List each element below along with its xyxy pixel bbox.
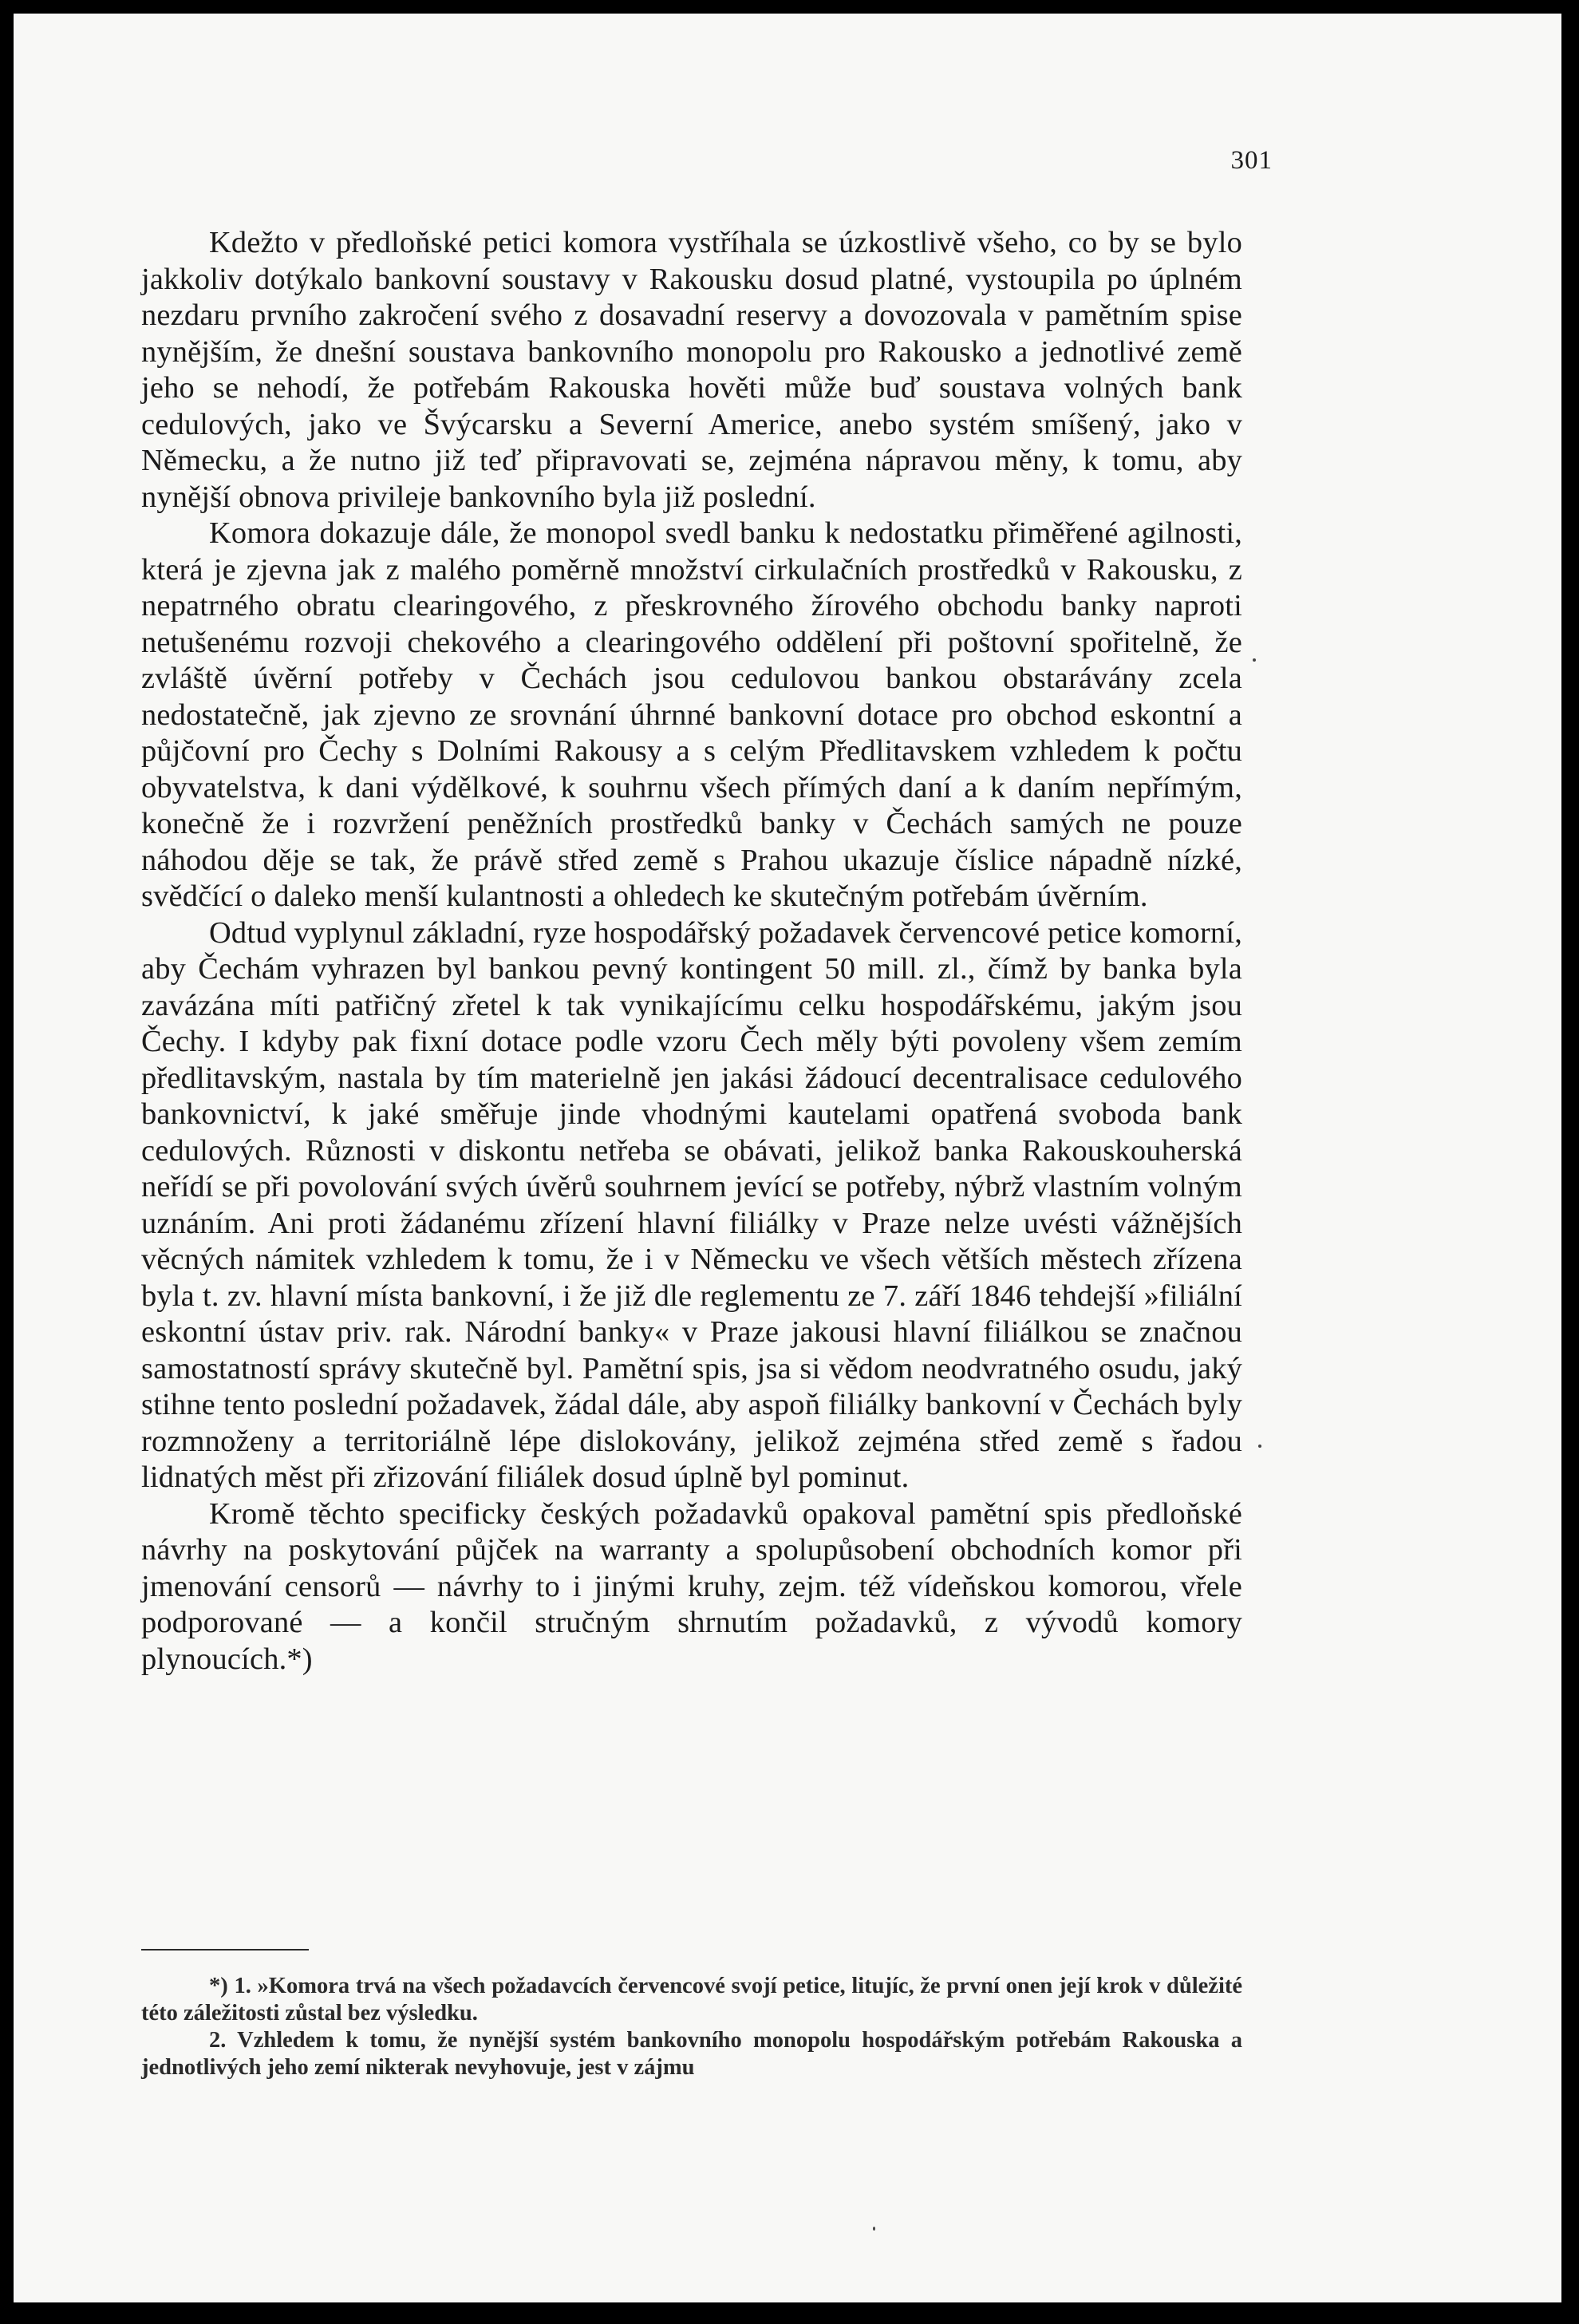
footnote-divider xyxy=(141,1949,309,1951)
footnote-1: *) 1. »Komora trvá na všech požadavcích červencové svojí petice, litujíc, že první onen její krok v důležité této záležitosti zůstal bez výsledku. xyxy=(141,1974,1242,2026)
paragraph-4: Kromě těchto specificky českých požadavků opakoval pamětní spis předloňské návrhy na poskytování půjček na warranty a spolupůsobení obchodních komor při jmenování censorů — návrhy to i jinými kruhy, zejm. též vídeňskou komorou, vřele podporované — a končil stručným shrnutím požadavků, z vývodů komory plynoucích.*) xyxy=(141,1496,1242,1676)
scan-speck xyxy=(873,2227,875,2231)
scanned-page xyxy=(14,14,1561,2302)
paragraph-3: Odtud vyplynul základní, ryze hospodářský požadavek červencové petice komorní, aby Čechám vyhrazen byl bankou pevný kontingent 50 mill. zl., čímž by banka byla zavázána míti patřičný zřetel k tak vynikajícímu celku hospodářskému, jakým jsou Čechy. I kdyby pak fixní dotace podle vzoru Čech měly býti povoleny všem zemím předlitavským, nastala by tím materielně jen jakási žádoucí decentralisace cedulového bankovnictví, k jaké směřuje jinde vhodnými kautelami opatřená svoboda bank cedulových. Různosti v diskontu netřeba se obávati, jelikož banka Rakouskouherská neřídí se při povolování svých úvěrů souhrnem jevící se potřeby, nýbrž vlastním volným uznáním. Ani proti žádanému zřízení hlavní filiálky v Praze nelze uvésti vážnějších věcných námitek vzhledem k tomu, že i v Německu ve všech větších městech zřízena byla t. zv. hlavní místa bankovní, i že již dle reglementu ze 7. září 1846 tehdejší »filiální eskontní ústav priv. rak. Národní banky« v Praze jakousi hlavní filiálkou se značnou samostatností správy skutečně byl. Pamětní spis, jsa si vědom neodvratného osudu, jaký stihne tento poslední požadavek, žádal dále, aby aspoň filiálky bankovní v Čechách byly rozmnoženy a territoriálně lépe dislokovány, jelikož zejména střed země s řadou lidnatých měst při zřizování filiálek dosud úplně byl pominut. xyxy=(141,915,1242,1494)
scan-speck xyxy=(1258,1445,1261,1448)
paragraph-1: Kdežto v předloňské petici komora vystříhala se úzkostlivě všeho, co by se bylo jakkoliv dotýkalo bankovní soustavy v Rakousku dosud platné, vystoupila po úplném nezdaru prvního zakročení svého z dosavadní reservy a dovozovala v pamětním spise nynějším, že dnešní soustava bankovního monopolu pro Rakousko a jednotlivé země jeho se nehodí, že potřebám Rakouska hověti může buď soustava volných bank cedulových, jako ve Švýcarsku a Severní Americe, anebo systém smíšený, jako v Německu, a že nutno již teď připravovati se, zejména nápravou měny, k tomu, aby nynější obnova privileje bankovního byla již poslední. xyxy=(141,226,1242,514)
footnote-2: 2. Vzhledem k tomu, že nynější systém bankovního monopolu hospodářským potřebám Rakouska a jednotlivých jeho zemí nikterak nevyhovuje, jest v zájmu xyxy=(141,2028,1242,2080)
paragraph-2: Komora dokazuje dále, že monopol svedl banku k nedostatku přiměřené agilnosti, která je zjevna jak z malého poměrně množství cirkulačních prostředků v Rakousku, z nepatrného obratu clearingového, z přeskrovného žírového obchodu banky naproti netušenému rozvoji chekového a clearingového oddělení při poštovní spořitelně, že zvláště úvěrní potřeby v Čechách jsou cedulovou bankou obstarávány zcela nedostatečně, jak zjevno ze srovnání úhrnné bankovní dotace pro obchod eskontní a půjčovní pro Čechy s Dolními Rakousy a s celým Předlitavskem vzhledem k počtu obyvatelstva, k dani výdělkové, k souhrnu všech přímých daní a k daním nepřímým, konečně že i rozvržení peněžních prostředků banky v Čechách samých ne pouze náhodou děje se tak, že právě střed země s Prahou ukazuje číslice nápadně nízké, svědčící o daleko menší kulantnosti a ohledech ke skutečným potřebám úvěrním. xyxy=(141,516,1242,913)
scan-speck xyxy=(1253,658,1256,662)
footnotes xyxy=(141,1973,1242,2081)
body-text xyxy=(141,225,1242,1678)
page-number: 301 xyxy=(1230,146,1273,175)
